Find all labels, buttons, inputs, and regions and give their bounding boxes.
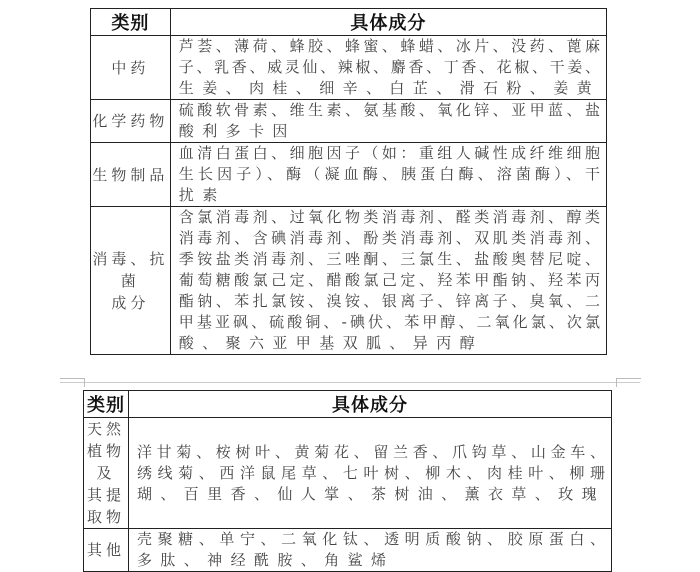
ingredients-table-2 (83, 390, 612, 572)
category-label: 其他 (86, 541, 125, 559)
ingredients-line: 壳聚糖、单宁、二氧化钛、透明质酸钠、胶原蛋白、 (136, 530, 605, 548)
table-row (91, 143, 607, 207)
category-cell (84, 418, 129, 529)
ingredients-line: 芦荟、薄荷、蜂胶、蜂蜜、蜂蜡、冰片、没药、蓖麻 (178, 37, 600, 55)
category-label: 其提取物 (86, 486, 125, 526)
ingredients-table-1 (90, 8, 607, 355)
ingredients-line: 酸利多卡因 (178, 122, 296, 140)
page-corner-mark (60, 378, 85, 387)
ingredients-line: 血清白蛋白、细胞因子（如：重组人碱性成纤维细胞 (178, 144, 600, 162)
category-label: 天然植物及 (86, 420, 125, 482)
category-label: 消毒、抗菌 (92, 249, 169, 290)
ingredients-line: 子、乳香、威灵仙、辣椒、麝香、丁香、花椒、干姜、 (178, 58, 600, 76)
ingredients-line: 绣线菊、西洋鼠尾草、七叶树、柳木、肉桂叶、柳珊 (136, 463, 605, 482)
ingredients-line: 酸、聚六亚甲基双胍、异丙醇 (178, 334, 483, 352)
ingredients-line: 生姜、肉桂、细辛、白芷、滑石粉、姜黄 (178, 79, 600, 97)
ingredients-line: 硫酸软骨素、维生素、氨基酸、氧化锌、亚甲蓝、盐 (178, 101, 600, 119)
ingredients-line: 生长因子）、酶（凝血酶、胰蛋白酶、溶菌酶）、干 (178, 165, 600, 183)
ingredients-line: 葡萄糖酸氯己定、醋酸氯己定、羟苯甲酯钠、羟苯丙 (178, 271, 600, 289)
ingredients-line: 瑚、百里香、仙人掌、茶树油、薰衣草、玫瑰 (136, 484, 605, 503)
category-cell (91, 143, 171, 207)
ingredients-cell (170, 100, 606, 143)
ingredients-line: 扰素 (178, 186, 226, 204)
category-label: 化学药物 (92, 112, 169, 130)
header-category: 类别 (84, 391, 129, 418)
ingredients-line: 酯钠、苯扎氯铵、溴铵、银离子、锌离子、臭氧、二 (178, 292, 600, 310)
page-corner-mark (616, 378, 641, 387)
header-category: 类别 (91, 9, 171, 36)
category-label: 生物制品 (92, 165, 169, 184)
table-row (91, 100, 607, 143)
header-ingredients: 具体成分 (170, 9, 606, 36)
ingredients-line: 多肽、神经酰胺、角鲨烯 (136, 551, 395, 569)
ingredients-line: 洋甘菊、桉树叶、黄菊花、留兰香、爪钩草、山金车、 (136, 442, 605, 461)
table-row (84, 418, 612, 529)
ingredients-line: 含氯消毒剂、过氧化物类消毒剂、醛类消毒剂、醇类 (178, 208, 600, 226)
category-cell (91, 207, 171, 355)
header-ingredients: 具体成分 (128, 391, 611, 418)
ingredients-line: 消毒剂、含碘消毒剂、酚类消毒剂、双肌类消毒剂、 (178, 229, 600, 247)
table-row (91, 36, 607, 100)
ingredients-cell (170, 143, 606, 207)
category-cell (91, 36, 171, 100)
category-cell (91, 100, 171, 143)
ingredients-cell (170, 207, 606, 355)
ingredients-cell (170, 36, 606, 100)
category-label: 中药 (111, 58, 150, 77)
category-label: 成分 (111, 293, 150, 312)
page-break-line (60, 382, 640, 383)
ingredients-line: 甲基亚砜、硫酸铜、-碘伏、苯甲醇、二氧化氯、次氯 (178, 313, 600, 331)
ingredients-line: 季铵盐类消毒剂、三唑酮、三氯生、盐酸奥替尼啶、 (178, 250, 600, 268)
table-row (91, 207, 607, 355)
ingredients-cell (128, 418, 611, 529)
